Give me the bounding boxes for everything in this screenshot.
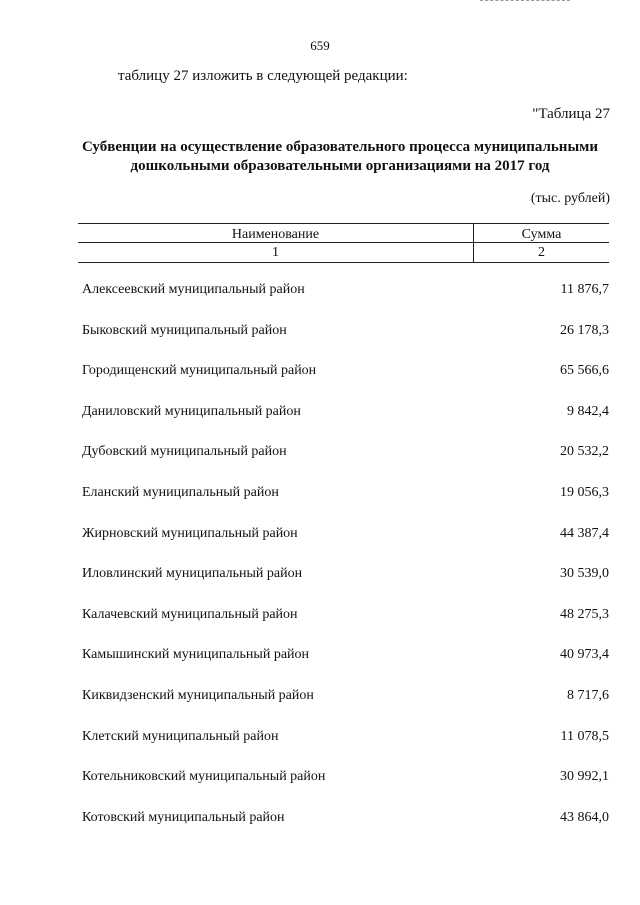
table-header — [78, 223, 609, 263]
district-sum: 11 078,5 — [560, 728, 609, 744]
table-row — [82, 647, 609, 688]
document-title — [70, 138, 610, 176]
district-name: Котовский муниципальный район — [82, 809, 285, 825]
table-row — [82, 769, 609, 810]
district-name: Дубовский муниципальный район — [82, 444, 287, 460]
district-sum: 19 056,3 — [560, 484, 609, 500]
district-name: Иловлинский муниципальный район — [82, 566, 303, 582]
header-col-number-1: 1 — [272, 245, 279, 260]
table-row — [82, 729, 609, 770]
district-name: Клетский муниципальный район — [82, 728, 279, 744]
header-sum: Сумма — [521, 227, 562, 242]
district-sum: 26 178,3 — [560, 322, 609, 338]
district-sum: 30 539,0 — [560, 566, 609, 582]
table-row — [82, 526, 609, 567]
units-label: (тыс. рублей) — [530, 191, 610, 206]
district-name: Калачевский муниципальный район — [82, 606, 298, 622]
table-row — [82, 404, 609, 445]
district-name: Киквидзенский муниципальный район — [82, 687, 314, 703]
header-col-number-2: 2 — [538, 245, 545, 260]
scan-mark — [480, 0, 570, 4]
district-sum: 8 717,6 — [567, 687, 609, 703]
table-caption: "Таблица 27 — [532, 106, 610, 122]
title-line-1: Субвенции на осуществление образовательного процесса муниципальными — [81, 139, 599, 155]
table-row — [82, 363, 609, 404]
district-name: Даниловский муниципальный район — [82, 403, 301, 419]
district-sum: 43 864,0 — [560, 809, 609, 825]
district-sum: 30 992,1 — [560, 769, 609, 785]
district-name: Алексеевский муниципальный район — [82, 282, 305, 297]
district-sum: 11 876,7 — [560, 282, 609, 297]
table-row — [82, 810, 609, 851]
district-sum: 44 387,4 — [560, 525, 609, 541]
district-sum: 65 566,6 — [560, 363, 609, 379]
table-row — [82, 485, 609, 526]
district-name: Котельниковский муниципальный район — [82, 769, 326, 785]
table-row — [82, 323, 609, 364]
district-name: Еланский муниципальный район — [82, 484, 279, 500]
page-number: 659 — [310, 38, 330, 53]
district-name: Камышинский муниципальный район — [82, 647, 310, 663]
district-name: Городищенский муниципальный район — [82, 363, 317, 379]
district-name: Жирновский муниципальный район — [82, 525, 298, 541]
table-body — [82, 282, 609, 850]
table-row — [82, 607, 609, 648]
table-row — [82, 282, 609, 323]
district-sum: 20 532,2 — [560, 444, 609, 460]
title-line-2: дошкольными образовательными организациями на 2017 год — [130, 158, 550, 174]
intro-text: таблицу 27 изложить в следующей редакции: — [118, 68, 408, 84]
district-sum: 9 842,4 — [567, 403, 609, 419]
header-name: Наименование — [231, 227, 320, 242]
table-row — [82, 444, 609, 485]
district-sum: 40 973,4 — [560, 647, 609, 663]
district-name: Быковский муниципальный район — [82, 322, 287, 338]
district-sum: 48 275,3 — [560, 606, 609, 622]
table-row — [82, 566, 609, 607]
table-row — [82, 688, 609, 729]
